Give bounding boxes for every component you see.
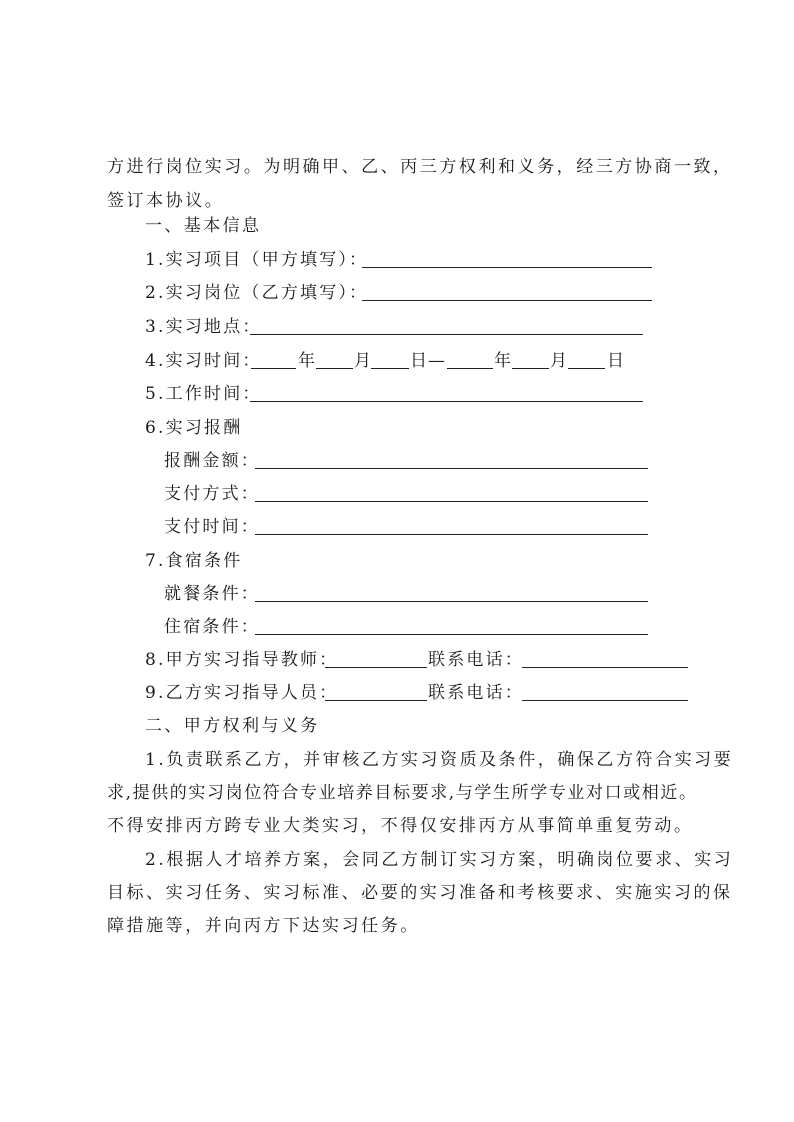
item-3-blank[interactable]	[250, 334, 643, 335]
section-2-p1-line-3: 不得安排丙方跨专业大类实习，不得仅安排丙方从事简单重复劳动。	[107, 816, 694, 836]
item-9-phone-label: 联系电话：	[428, 683, 524, 703]
lodging-blank[interactable]	[255, 634, 648, 635]
item-6-label: 6.实习报酬	[145, 418, 243, 438]
item-2-blank[interactable]	[362, 300, 652, 301]
pay-method-label: 支付方式：	[164, 484, 260, 504]
company-mentor-phone-blank[interactable]	[522, 700, 688, 701]
item-3-label: 3.实习地点：	[145, 317, 262, 337]
end-day-unit: 日	[607, 351, 627, 371]
item-4-label: 4.实习时间：	[145, 351, 262, 371]
intro-line-2: 签订本协议。	[107, 191, 225, 211]
item-5-blank[interactable]	[250, 401, 643, 402]
end-year-unit: 年	[494, 351, 514, 371]
intro-line-1: 方进行岗位实习。为明确甲、乙、丙三方权利和义务，经三方协商一致，	[107, 157, 733, 177]
lodging-label: 住宿条件：	[164, 617, 260, 637]
start-month-unit: 月	[354, 351, 374, 371]
date-range-dash: —	[428, 351, 445, 371]
pay-time-blank[interactable]	[255, 534, 648, 535]
school-teacher-phone-blank[interactable]	[522, 667, 688, 668]
item-9-label: 9.乙方实习指导人员：	[145, 683, 339, 703]
item-7-label: 7.食宿条件	[145, 551, 243, 571]
item-1-blank[interactable]	[362, 267, 652, 268]
section-2-p2-line-3: 障措施等，并向丙方下达实习任务。	[107, 916, 420, 936]
start-day-unit: 日	[410, 351, 430, 371]
item-8-phone-label: 联系电话：	[428, 650, 524, 670]
start-month-blank[interactable]	[316, 368, 353, 369]
start-day-blank[interactable]	[371, 368, 409, 369]
end-month-blank[interactable]	[512, 368, 549, 369]
company-mentor-blank[interactable]	[325, 700, 427, 701]
section-2-p1-line-2: 求,提供的实习岗位符合专业培养目标要求,与学生所学专业对口或相近。	[107, 783, 698, 803]
pay-time-label: 支付时间：	[164, 517, 260, 537]
item-8-label: 8.甲方实习指导教师：	[145, 650, 339, 670]
dining-label: 就餐条件：	[164, 584, 260, 604]
pay-amount-blank[interactable]	[255, 468, 648, 469]
start-year-unit: 年	[298, 351, 318, 371]
end-month-unit: 月	[550, 351, 570, 371]
item-1-label: 1.实习项目（甲方填写）：	[145, 250, 369, 270]
end-day-blank[interactable]	[568, 368, 605, 369]
start-year-blank[interactable]	[251, 368, 296, 369]
section-2-p1-line-1: 1.负责联系乙方，并审核乙方实习资质及条件，确保乙方符合实习要	[145, 750, 734, 770]
section-1-title: 一、基本信息	[145, 216, 262, 236]
item-5-label: 5.工作时间：	[145, 384, 262, 404]
item-2-label: 2.实习岗位（乙方填写）：	[145, 283, 369, 303]
section-2-title: 二、甲方权利与义务	[145, 716, 320, 736]
school-teacher-blank[interactable]	[325, 667, 427, 668]
end-year-blank[interactable]	[447, 368, 493, 369]
pay-amount-label: 报酬金额：	[164, 451, 260, 471]
pay-method-blank[interactable]	[255, 501, 648, 502]
dining-blank[interactable]	[255, 601, 648, 602]
section-2-p2-line-2: 目标、实习任务、实习标准、必要的实习准备和考核要求、实施实习的保	[107, 883, 733, 903]
section-2-p2-line-1: 2.根据人才培养方案，会同乙方制订实习方案，明确岗位要求、实习	[145, 850, 734, 870]
